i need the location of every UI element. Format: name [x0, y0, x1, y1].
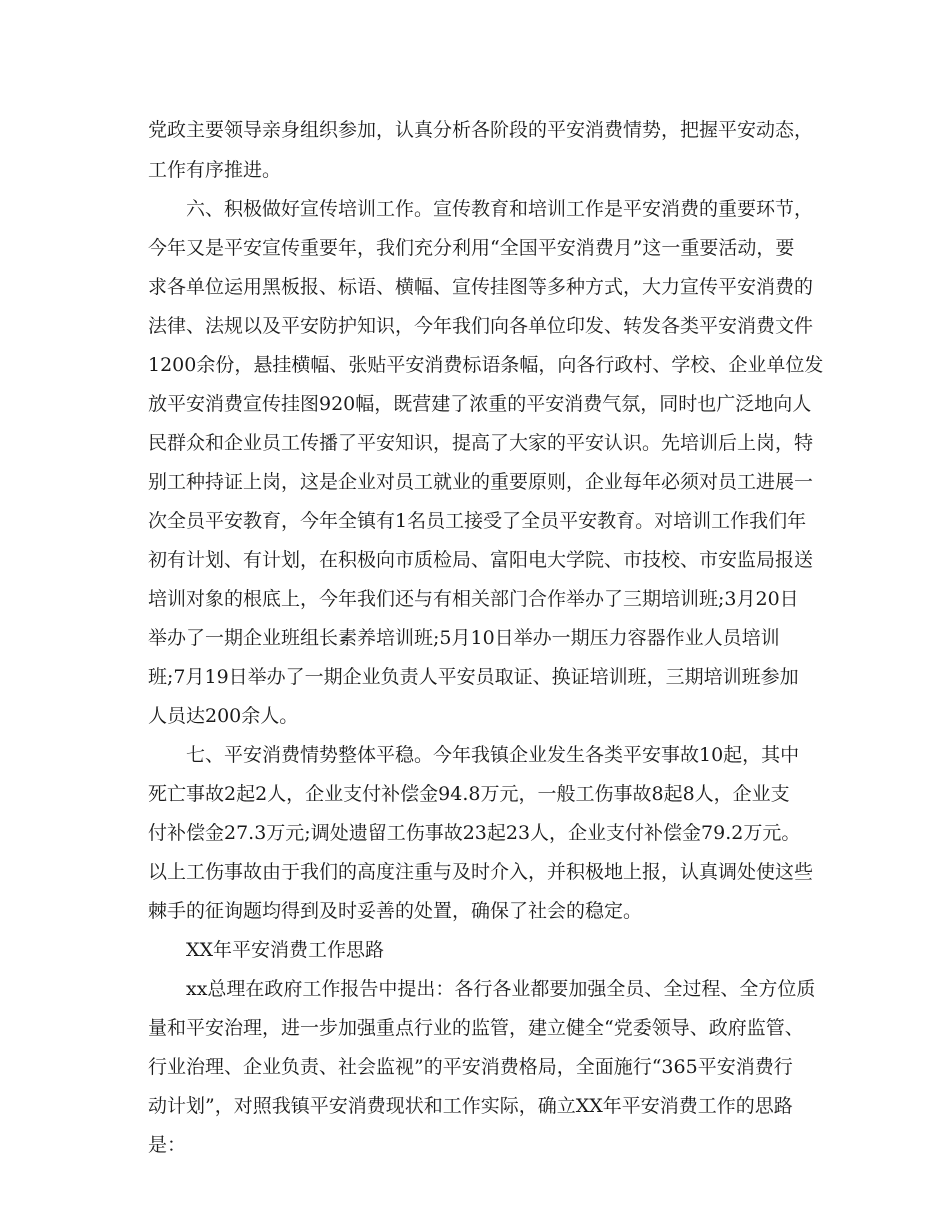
- text-line: 次全员平安教育，今年全镇有1名员工接受了全员平安教育。对培训工作我们年: [148, 510, 807, 532]
- text-line: 动计划”，对照我镇平安消费现状和工作实际，确立XX年平安消费工作的思路: [148, 1095, 793, 1117]
- text-line: 人员达200余人。: [148, 705, 299, 727]
- section-title: XX年平安消费工作思路: [186, 939, 385, 961]
- text-line: 以上工伤事故由于我们的高度注重与及时介入，并积极地上报，认真调处使这些: [148, 861, 814, 883]
- text-line: 初有计划、有计划，在积极向市质检局、富阳电大学院、市技校、市安监局报送: [148, 549, 814, 571]
- text-line: 死亡事故2起2人，企业支付补偿金94.8万元，一般工伤事故8起8人，企业支: [148, 783, 790, 805]
- text-line: 放平安消费宣传挂图920幅，既营建了浓重的平安消费气氛，同时也广泛地向人: [148, 393, 812, 415]
- text-line: 行业治理、企业负责、社会监视”的平安消费格局，全面施行“365平安消费行: [148, 1056, 793, 1078]
- text-line: 法律、法规以及平安防护知识，今年我们向各单位印发、转发各类平安消费文件: [148, 315, 814, 337]
- text-line: xx总理在政府工作报告中提出：各行各业都要加强全员、全过程、全方位质: [186, 978, 816, 1000]
- text-line: 今年又是平安宣传重要年，我们充分利用“全国平安消费月”这一重要活动，要: [148, 237, 795, 259]
- text-line: 是：: [148, 1134, 187, 1156]
- paragraph-heading: 七、平安消费情势整体平稳。今年我镇企业发生各类平安事故10起，其中: [186, 744, 800, 766]
- text-line: 民群众和企业员工传播了平安知识，提高了大家的平安认识。先培训后上岗，特: [148, 432, 814, 454]
- text-line: 棘手的征询题均得到及时妥善的处置，确保了社会的稳定。: [148, 900, 643, 922]
- text-line: 班;7月19日举办了一期企业负责人平安员取证、换证培训班，三期培训班参加: [148, 666, 799, 688]
- paragraph-heading: 六、积极做好宣传培训工作。宣传教育和培训工作是平安消费的重要环节，: [186, 198, 814, 220]
- text-line: 工作有序推进。: [148, 159, 282, 181]
- text-line: 量和平安治理，进一步加强重点行业的监管，建立健全“党委领导、政府监管、: [148, 1017, 804, 1039]
- text-line: 培训对象的根底上，今年我们还与有相关部门合作举办了三期培训班;3月20日: [148, 588, 799, 610]
- text-line: 求各单位运用黑板报、标语、横幅、宣传挂图等多种方式，大力宣传平安消费的: [148, 276, 814, 298]
- text-line: 付补偿金27.3万元;调处遗留工伤事故23起23人，企业支付补偿金79.2万元。: [148, 822, 801, 844]
- text-line: 党政主要领导亲身组织参加，认真分析各阶段的平安消费情势，把握平安动态，: [148, 119, 814, 141]
- text-line: 1200余份，悬挂横幅、张贴平安消费标语条幅，向各行政村、学校、企业单位发: [148, 354, 824, 376]
- text-line: 别工种持证上岗，这是企业对员工就业的重要原则，企业每年必须对员工进展一: [148, 471, 814, 493]
- text-line: 举办了一期企业班组长素养培训班;5月10日举办一期压力容器作业人员培训: [148, 627, 780, 649]
